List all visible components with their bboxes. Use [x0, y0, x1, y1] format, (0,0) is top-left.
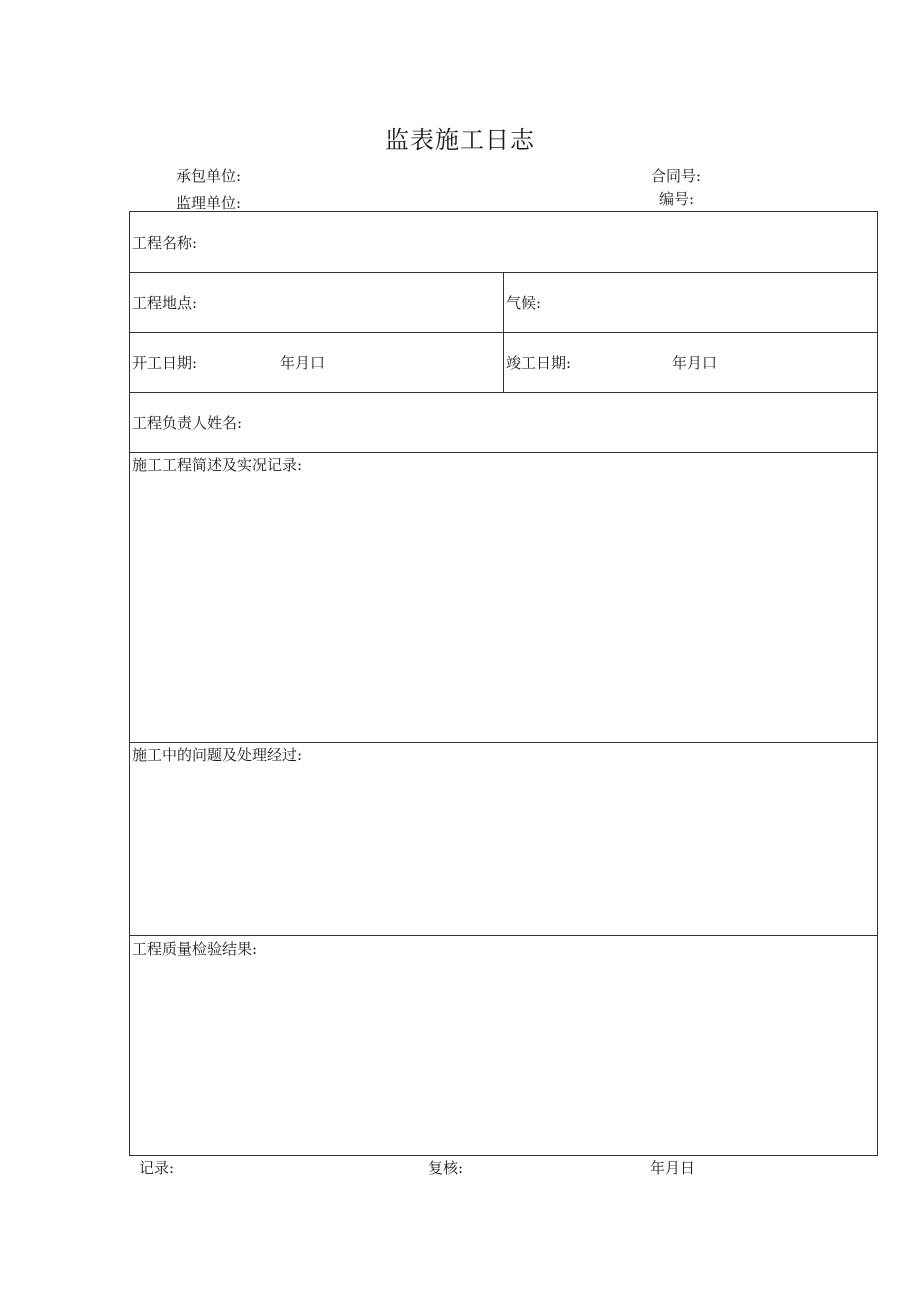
reviewer-label: 复核:	[428, 1159, 464, 1177]
project-location-label: 工程地点:	[132, 294, 198, 312]
row-divider	[130, 452, 877, 453]
page-title: 监表施工日志	[385, 126, 535, 154]
row-divider	[130, 392, 877, 393]
serial-number-label: 编号:	[659, 190, 695, 208]
end-date-unit: 年月口	[672, 354, 718, 372]
row-divider	[130, 742, 877, 743]
recorder-label: 记录:	[139, 1159, 175, 1177]
contract-number-label: 合同号:	[651, 167, 702, 185]
end-date-label: 竣工日期:	[506, 354, 572, 372]
column-divider	[503, 272, 504, 392]
quality-inspection-label: 工程质量检验结果:	[132, 940, 258, 958]
construction-description-label: 施工工程简述及实况记录:	[132, 456, 303, 474]
footer-date-label: 年月日	[650, 1159, 696, 1177]
start-date-unit: 年月口	[280, 354, 326, 372]
project-manager-label: 工程负责人姓名:	[132, 414, 243, 432]
row-divider	[130, 935, 877, 936]
construction-issues-label: 施工中的问题及处理经过:	[132, 746, 303, 764]
supervisor-label: 监理单位:	[176, 194, 242, 212]
project-name-label: 工程名称:	[132, 234, 198, 252]
log-form-table	[129, 211, 878, 1156]
start-date-label: 开工日期:	[132, 354, 198, 372]
contractor-label: 承包单位:	[176, 167, 242, 185]
weather-label: 气候:	[506, 294, 542, 312]
